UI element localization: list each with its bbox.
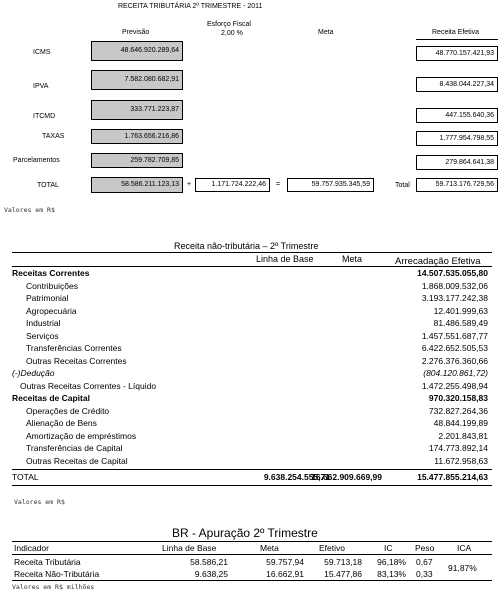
plus-sign: + [187,181,192,188]
sec2-bottom-rule [12,485,492,486]
sec3-bottom-rule [12,580,492,581]
sec2-row-value: 2.201.843,81 [438,430,488,441]
sec2-title: Receita não-tributária – 2º Trimestre [174,241,319,251]
efetiva-ipva: 8.438.044.227,34 [416,77,498,92]
sec2-row-label: Agropecuária [26,305,77,316]
sec2-row-label: (-)Dedução [12,368,55,378]
efetiva-taxas: 1.777.954.798,55 [416,131,498,146]
sec2-row-value: (804.120.861,72) [423,368,488,378]
total-label-efetiva: Total [395,182,410,189]
sec2-row-label: Operações de Crédito [26,405,110,416]
sec3-ica-value: 91,87% [448,563,477,573]
sec2-col-meta: Meta [342,254,363,264]
sec2-row-value: 970.320.158,83 [428,393,488,403]
sec2-row [12,417,492,429]
sec2-row-value: 2.276.376.360,66 [421,355,488,366]
sec1-note: Valores em R$ [4,206,55,214]
col-meta: Meta [318,29,334,36]
sec3-row1-efetivo: 59.713,18 [324,557,362,567]
sec3-header-indicador: Indicador [14,543,49,553]
sec2-row-value: 81.486.589,49 [433,318,488,328]
sec2-row-label: Serviços [26,330,59,341]
sec3-row2-efetivo: 15.477,86 [324,569,362,579]
total-esforco: 1.171.724.222,46 [195,178,270,192]
sec2-row-value: 11.672.958,63 [434,455,488,466]
sec2-row-value: 3.193.177.242,38 [421,293,488,303]
sec2-note: Valores em R$ [14,498,65,506]
sec2-row [12,380,492,392]
total-meta: 59.757.935.345,59 [287,178,374,192]
sec2-col-base: Linha de Base [256,254,314,264]
sec2-row-label: Alienação de Bens [26,418,97,428]
sec2-row-value: 12.401.999,63 [433,305,488,316]
sec3-row2-meta: 16.662,91 [266,569,304,579]
sec2-row-value: 14.507.535.055,80 [417,268,488,278]
sec2-row-label: Outras Receitas de Capital [26,455,128,466]
previsao-ipva: 7.582.080.682,91 [91,70,183,90]
sec3-header-meta: Meta [260,543,279,553]
sec2-row [12,317,492,329]
col-receita-efetiva: Receita Efetiva [432,29,480,36]
sec2-total-base: 9.638.254.555,71 [263,472,330,482]
sec3-note: Valores em R$ milhões [12,583,95,591]
sec3-row2-ic: 83,13% [377,569,406,579]
sec2-row [12,405,492,417]
sec1-title: RECEITA TRIBUTÁRIA 2º TRIMESTRE - 2011 [118,3,263,10]
sec3-row1-meta: 59.757,94 [266,557,304,567]
sec2-row-label: Amortização de empréstimos [26,430,137,441]
previsao-itcmd: 333.771.223,87 [91,100,183,120]
sec3-header-base: Linha de Base [162,543,217,553]
sec2-row-label: Outras Receitas Correntes [26,355,127,366]
sec2-row-label: Industrial [26,318,61,328]
sec3-header-rule [12,554,492,555]
sec2-row [12,280,492,292]
previsao-taxas: 1.763.656.216,86 [91,129,183,144]
row-label-taxas: TAXAS [42,133,65,140]
sec2-row [12,305,492,317]
sec2-row-label: Contribuições [26,280,78,291]
sec2-row-label: Patrimonial [26,293,69,303]
previsao-icms: 48.646.920.289,64 [91,41,183,61]
sec3-header-peso: Peso [415,543,435,553]
sec2-row-value: 1.868.009.532,06 [421,280,488,291]
sec2-row-label: Transferências Correntes [26,343,122,353]
sec2-row [12,267,492,279]
sec2-row [12,292,492,304]
total-label: TOTAL [37,182,59,189]
row-label-ipva: IPVA [33,83,49,90]
sec2-row-label: Outras Receitas Correntes - Líquido [20,380,157,391]
sec3-row1-ic: 96,18% [377,557,406,567]
sec3-header-ica: ICA [457,543,472,553]
sec2-col-arrecadacao: Arrecadação Efetiva [395,256,481,267]
sec2-row-value: 48.844.199,89 [433,418,488,428]
sec3-header-efetivo: Efetivo [319,543,345,553]
sec3-row2-peso: 0,33 [416,569,433,579]
sec2-row-value: 6.422.652.505,53 [421,343,488,353]
row-label-itcmd: ITCMD [33,113,56,120]
sec2-row-value: 732.827.264,36 [428,405,488,416]
total-previsao: 58.586.211.123,13 [91,177,183,193]
sec2-row-label: Receitas Correntes [12,268,90,278]
sec2-row [12,455,492,467]
col-esforco: Esforço Fiscal [207,21,251,28]
equals-sign: = [276,181,281,188]
sec2-row-label: Receitas de Capital [12,393,90,403]
efetiva-icms: 48.770.157.421,93 [416,46,498,61]
sec3-row1-indicador: Receita Tributária [14,557,81,567]
efetiva-itcmd: 447.155.640,36 [416,108,498,123]
sec3-row1-peso: 0,67 [416,557,433,567]
receita-efetiva-underline [416,39,498,40]
sec2-total-top-rule [12,469,492,470]
sec2-total-meta: 16.662.909.669,99 [311,472,382,482]
col-previsao: Previsão [122,29,150,36]
sec2-total-arrecadacao: 15.477.855.214,63 [417,472,488,482]
sec2-row-value: 1.457.551.687,77 [421,330,488,341]
sec2-row-value: 1.472.255.498,94 [421,380,488,391]
previsao-parcelamentos: 259.782.709,85 [91,153,183,168]
sec3-row2-indicador: Receita Não-Tributária [14,569,100,579]
sec3-title: BR - Apuração 2º Trimestre [172,526,318,540]
total-efetiva: 59.713.176.729,56 [416,178,498,192]
sec2-row [12,330,492,342]
sec2-total-label: TOTAL [12,472,39,482]
sec2-row [12,442,492,454]
sec2-row [12,392,492,404]
sec3-row2-base: 9.638,25 [194,569,228,579]
efetiva-parcelamentos: 279.864.641,38 [416,155,498,170]
row-label-parcelamentos: Parcelamentos [13,157,60,164]
sec3-row1-base: 58.586,21 [190,557,228,567]
sec2-top-rule [12,252,492,253]
row-label-icms: ICMS [33,49,51,56]
sec3-header-ic: IC [384,543,393,553]
sec2-row [12,342,492,354]
sec2-row [12,430,492,442]
sec2-row [12,355,492,367]
sec2-row-value: 174.773.892,14 [428,443,488,453]
sec2-row-label: Transferências de Capital [26,443,123,453]
sec2-row [12,367,492,379]
sec2-total-row [12,471,492,483]
col-esforco-pct: 2,00 % [221,30,243,37]
